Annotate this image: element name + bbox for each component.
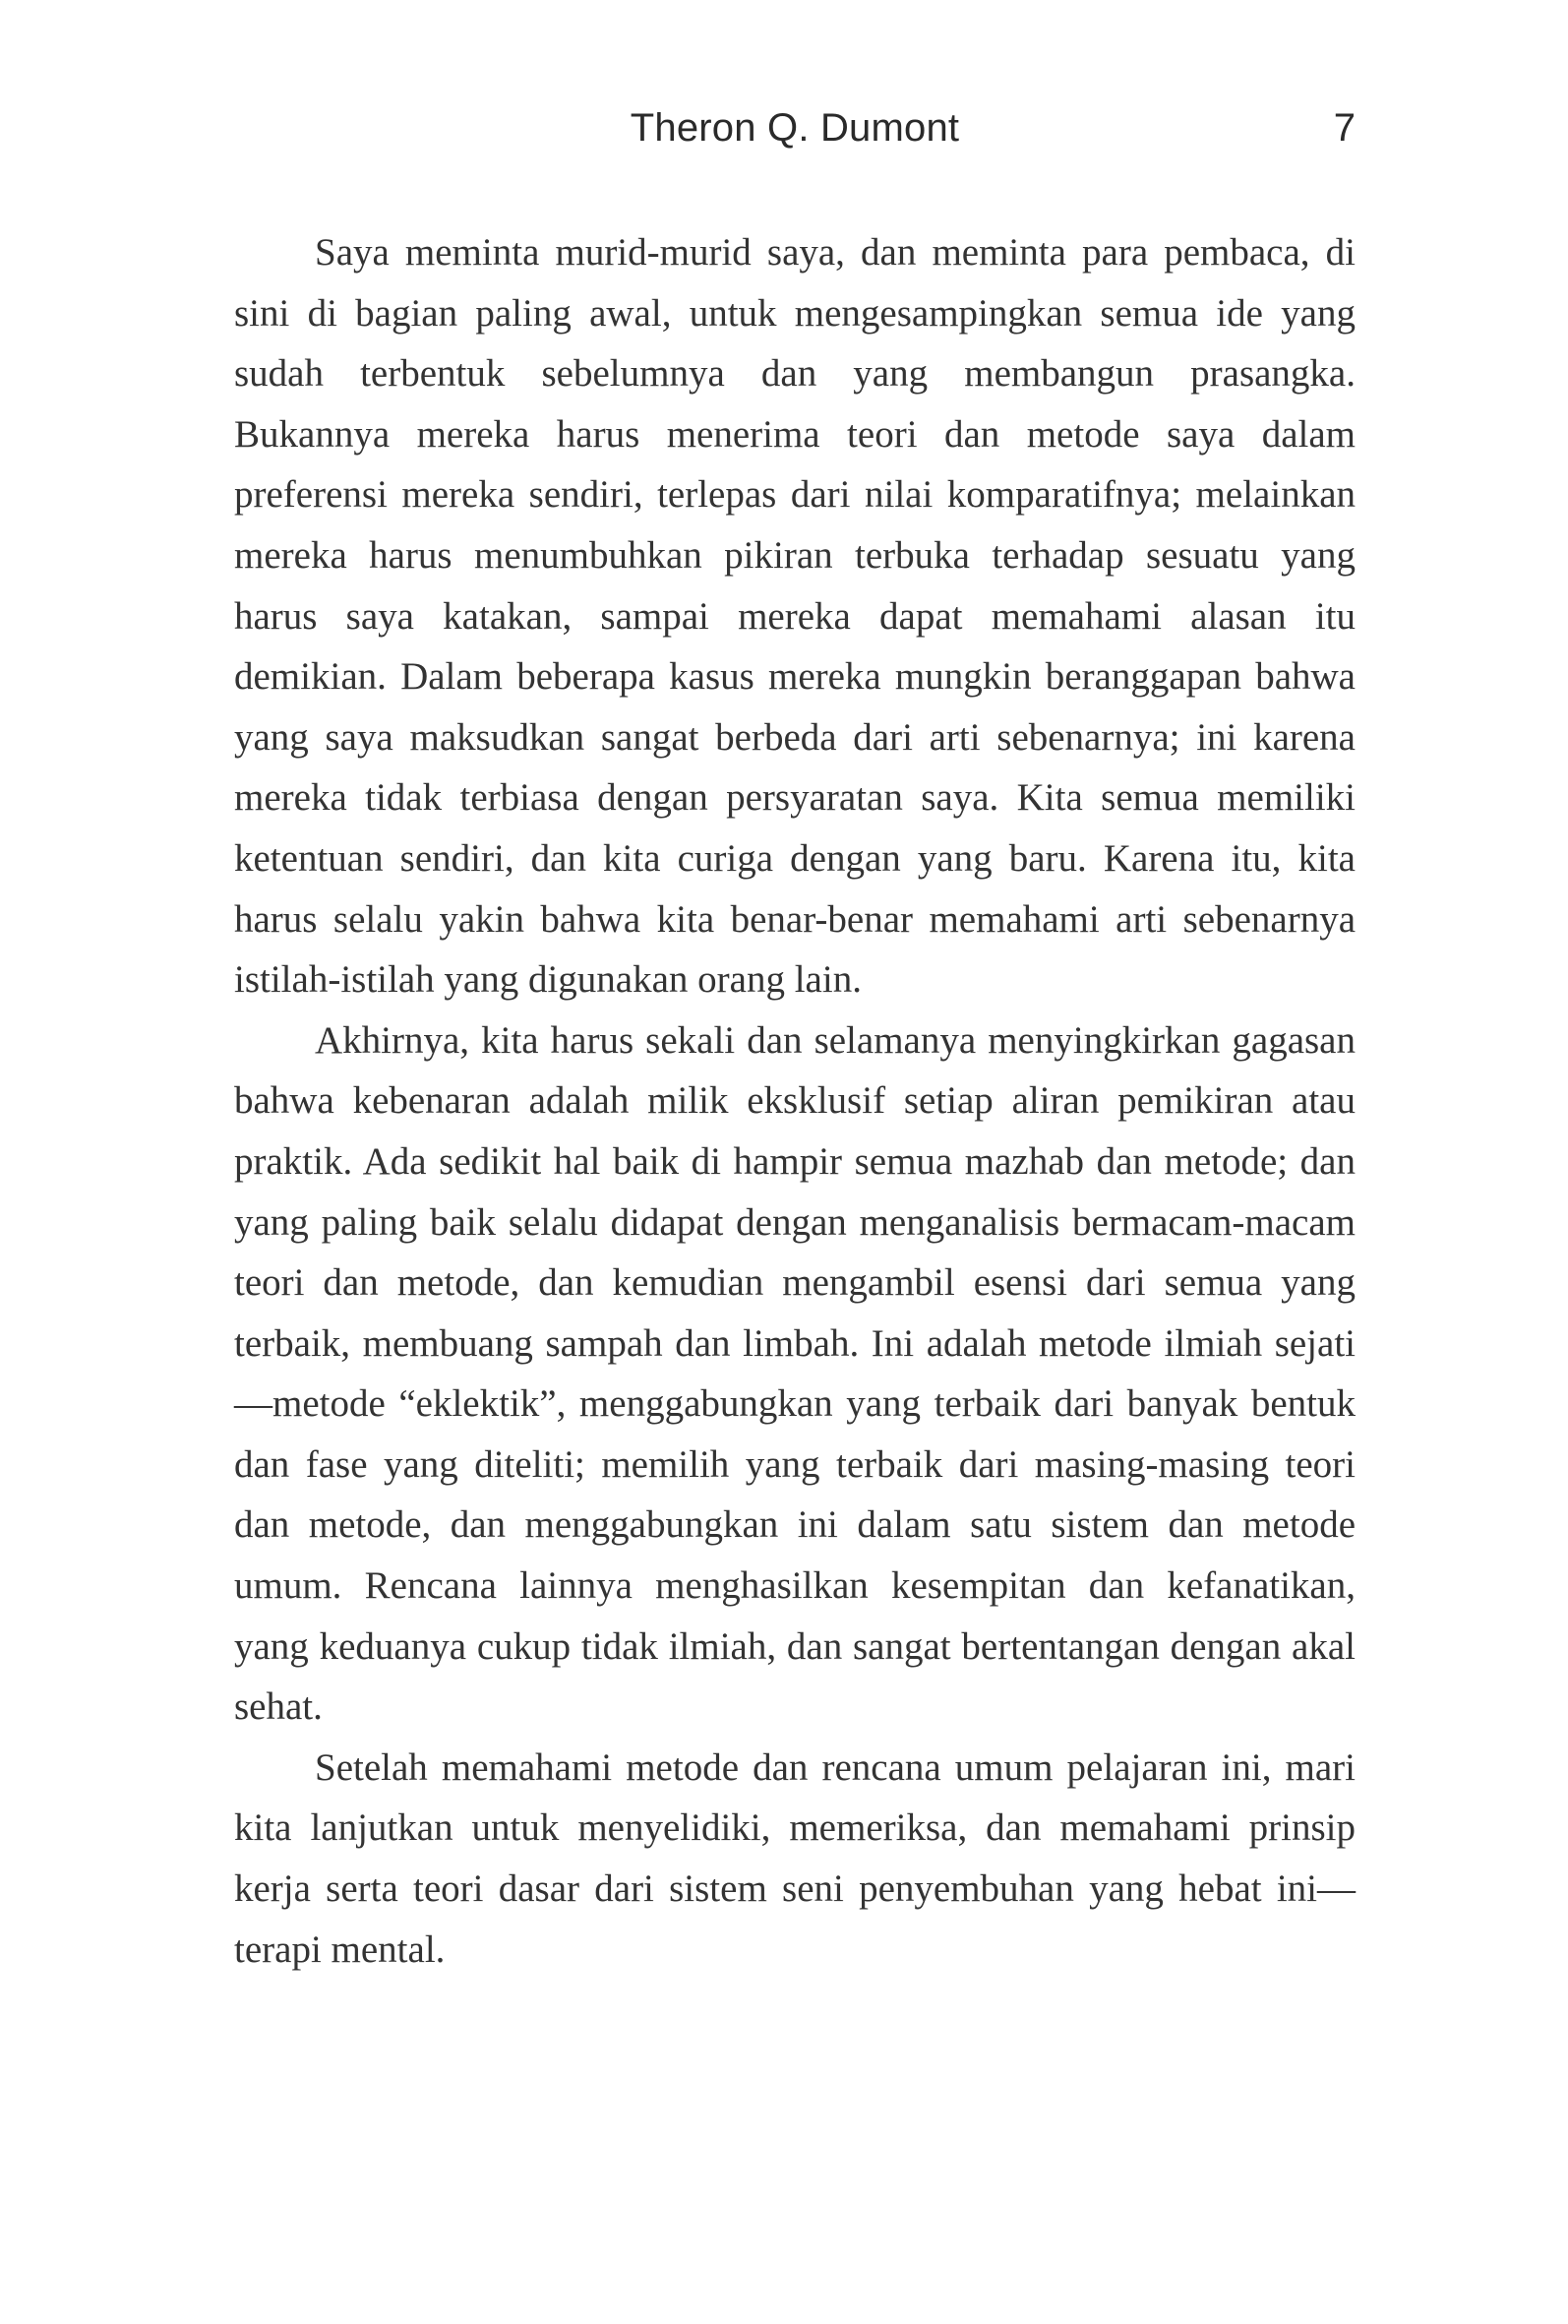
paragraph-1: Saya meminta murid-murid saya, dan meminta para pembaca, di sini di bagian paling awal, untuk mengesampingkan semua ide yang sudah terbentuk sebelumnya dan yang membangun prasangka. Bukannya mereka harus menerima teori dan metode saya dalam preferensi mereka sendiri, terlepas dari nilai komparatifnya; melainkan mereka harus menumbuhkan pikiran terbuka terhadap sesuatu yang harus saya katakan, sampai mereka dapat memahami alasan itu demikian. Dalam beberapa kasus mereka mungkin beranggapan bahwa yang saya maksudkan sangat berbeda dari arti sebenarnya; ini karena mereka tidak terbiasa dengan persyaratan saya. Kita semua memiliki ketentuan sendiri, dan kita curiga dengan yang baru. Karena itu, kita harus selalu yakin bahwa kita benar-benar memahami arti sebenarnya istilah-istilah yang digunakan orang lain. <box>234 231 1356 1002</box>
running-head-author: Theron Q. Dumont <box>630 106 960 150</box>
paragraph-2: Akhirnya, kita harus sekali dan selamanya menyingkirkan gagasan bahwa kebenaran adalah milik eksklusif setiap aliran pemikiran atau praktik. Ada sedikit hal baik di hampir semua mazhab dan metode; dan yang paling baik selalu didapat dengan menganalisis bermacam-macam teori dan metode, dan kemudian mengambil esensi dari semua yang terbaik, membuang sampah dan limbah. Ini adalah metode ilmiah sejati—metode “eklektik”, menggabungkan yang terbaik dari banyak bentuk dan fase yang diteliti; memilih yang terbaik dari masing-masing teori dan metode, dan menggabungkan ini dalam satu sistem dan metode umum. Rencana lainnya menghasilkan kesempitan dan kefanatikan, yang keduanya cukup tidak ilmiah, dan sangat bertentangan dengan akal sehat. <box>234 1018 1356 1729</box>
running-head <box>234 106 1356 165</box>
page-number: 7 <box>1333 106 1356 150</box>
body-text <box>234 222 1356 1980</box>
paragraph-3: Setelah memahami metode dan rencana umum pelajaran ini, mari kita lanjutkan untuk menyelidiki, memeriksa, dan memahami prinsip kerja serta teori dasar dari sistem seni penyembuhan yang hebat ini—terapi mental. <box>234 1745 1356 1971</box>
